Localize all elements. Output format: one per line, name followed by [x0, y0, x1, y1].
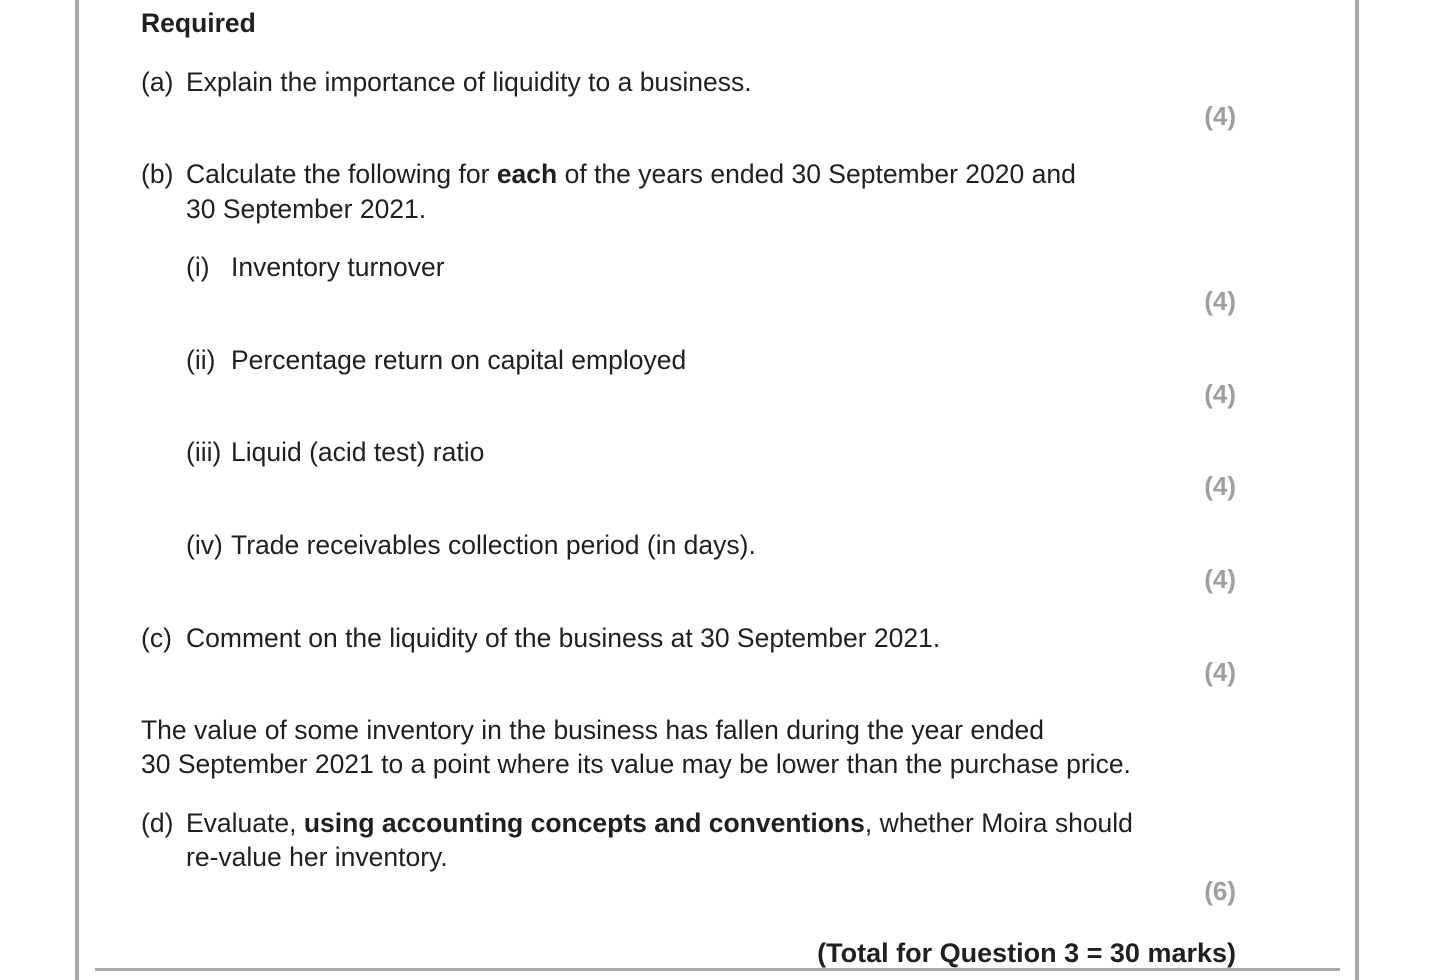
question-c-text: Comment on the liquidity of the business at 30 September 2021. — [186, 623, 941, 653]
question-b-i-marks: (4) — [1204, 286, 1236, 316]
question-b-iii-marks: (4) — [1204, 471, 1236, 501]
question-b-iii-label: (iii) — [186, 437, 222, 467]
question-d-line1-bold: using accounting concepts and conventions — [303, 808, 865, 838]
question-b-iv-label: (iv) — [186, 530, 223, 560]
question-b-line1-pre: Calculate the following for — [186, 159, 497, 189]
question-d-label: (d) — [141, 808, 174, 838]
question-d-line1 — [186, 806, 1133, 840]
question-d-line1-pre: Evaluate, — [186, 808, 304, 838]
question-b-i-label: (i) — [186, 252, 210, 282]
bottom-rule — [95, 968, 1340, 971]
statement-line2: 30 September 2021 to a point where its value may be lower than the purchase price. — [141, 749, 1131, 779]
question-c-marks: (4) — [1204, 657, 1236, 687]
question-total: (Total for Question 3 = 30 marks) — [817, 938, 1236, 968]
statement-line1: The value of some inventory in the business has fallen during the year ended — [141, 715, 1045, 745]
question-b-iv-marks: (4) — [1204, 564, 1236, 594]
question-b-line2: 30 September 2021. — [186, 194, 427, 224]
question-a-marks: (4) — [1204, 101, 1236, 131]
question-b-ii-label: (ii) — [186, 345, 216, 375]
page-border-left — [75, 0, 79, 980]
question-b-iii-text: Liquid (acid test) ratio — [231, 437, 485, 467]
question-c-label: (c) — [141, 623, 172, 653]
question-b-ii-marks: (4) — [1204, 379, 1236, 409]
question-b-iv-text: Trade receivables collection period (in days). — [231, 530, 756, 560]
required-heading: Required — [141, 8, 256, 38]
question-d-line2: re-value her inventory. — [186, 842, 448, 872]
question-a-label: (a) — [141, 67, 174, 97]
question-b-ii-text: Percentage return on capital employed — [231, 345, 687, 375]
question-b-line1 — [186, 157, 1076, 191]
question-b-label: (b) — [141, 159, 174, 189]
question-d-line1-post: , whether Moira should — [864, 808, 1133, 838]
question-b-i-text: Inventory turnover — [231, 252, 445, 282]
question-d-marks: (6) — [1204, 876, 1236, 906]
question-a-text: Explain the importance of liquidity to a business. — [186, 67, 752, 97]
page-border-right — [1355, 0, 1359, 980]
question-b-line1-post: of the years ended 30 September 2020 and — [557, 159, 1076, 189]
question-b-line1-bold: each — [496, 159, 558, 189]
